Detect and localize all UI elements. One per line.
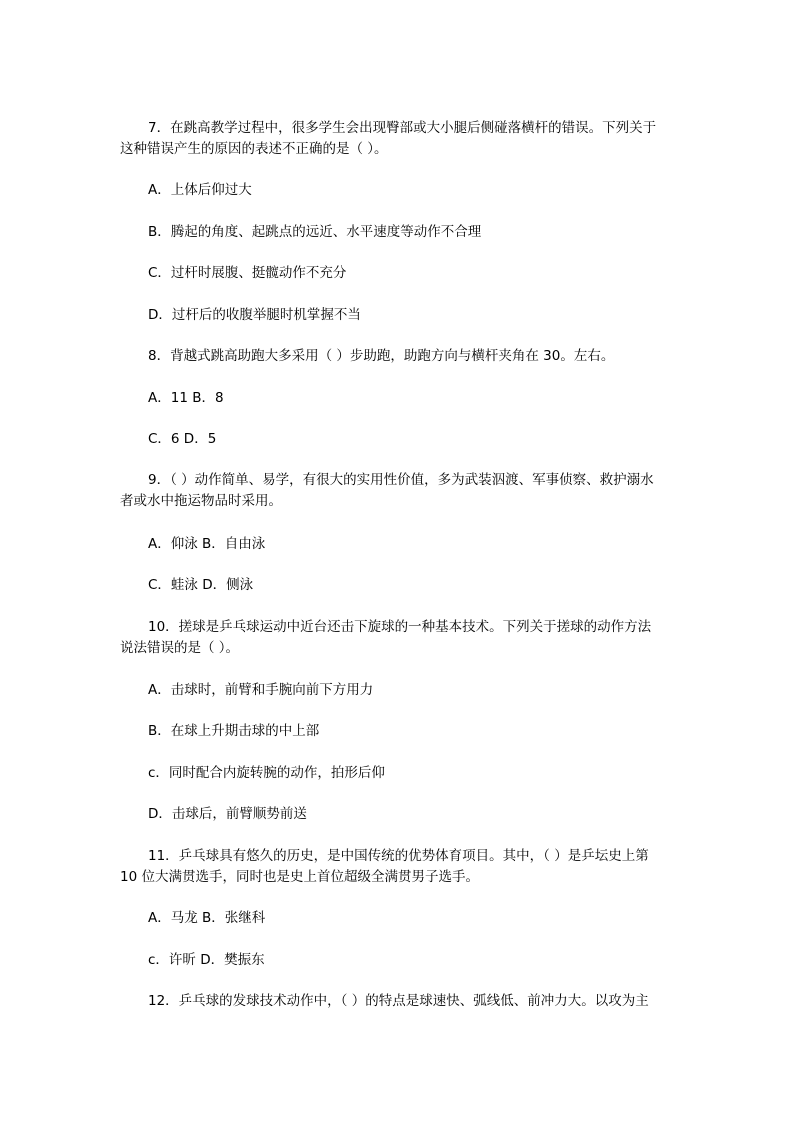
text-line: 说法错误的是（ ）。 — [120, 640, 240, 656]
text-line: D．击球后，前臂顺势前送 — [148, 806, 307, 822]
text-line: D．过杆后的收腹举腿时机掌握不当 — [148, 307, 361, 323]
paragraph — [120, 180, 680, 201]
text-line: 者或水中拖运物品时采用。 — [120, 493, 282, 509]
text-line: 11．乒乓球具有悠久的历史，是中国传统的优势体育项目。其中，（ ）是乒坛史上第 — [148, 848, 649, 864]
paragraph — [120, 470, 680, 512]
paragraph — [120, 575, 680, 596]
text-line: A．仰泳 B．自由泳 — [148, 536, 266, 552]
text-line: A．马龙 B．张继科 — [148, 910, 266, 926]
text-line: 10 位大满贯选手，同时也是史上首位超级全满贯男子选手。 — [120, 869, 479, 885]
paragraph — [120, 908, 680, 929]
text-line: 9．（ ）动作简单、易学，有很大的实用性价值，多为武装泅渡、军事侦察、救护溺水 — [148, 472, 654, 488]
paragraph — [120, 804, 680, 825]
text-line: 10．搓球是乒乓球运动中近台还击下旋球的一种基本技术。下列关于搓球的动作方法 — [148, 619, 652, 635]
text-line: A．击球时，前臂和手腕向前下方用力 — [148, 682, 374, 698]
text-line: A．上体后仰过大 — [148, 182, 252, 198]
text-line: C．过杆时展腹、挺髋动作不充分 — [148, 265, 347, 281]
text-line: 12．乒乓球的发球技术动作中，（ ）的特点是球速快、弧线低、前冲力大。以攻为主 — [148, 993, 649, 1009]
paragraph — [120, 721, 680, 742]
paragraph — [120, 680, 680, 701]
paragraph — [120, 950, 680, 971]
text-line: 7．在跳高教学过程中，很多学生会出现臀部或大小腿后侧碰落横杆的错误。下列关于 — [148, 120, 657, 136]
text-line: c．许昕 D．樊振东 — [148, 952, 265, 968]
paragraph — [120, 534, 680, 555]
text-line: B．腾起的角度、起跳点的远近、水平速度等动作不合理 — [148, 224, 482, 240]
paragraph — [120, 429, 680, 450]
text-line: B．在球上升期击球的中上部 — [148, 723, 320, 739]
paragraph — [120, 118, 680, 160]
paragraph — [120, 263, 680, 284]
paragraph — [120, 617, 680, 659]
paragraph — [120, 763, 680, 784]
paragraph — [120, 991, 680, 1012]
paragraph — [120, 388, 680, 409]
text-line: C．蛙泳 D．侧泳 — [148, 577, 254, 593]
paragraph — [120, 846, 680, 888]
text-line: A．11 B．8 — [148, 390, 224, 406]
text-line: 这种错误产生的原因的表述不正确的是（ ）。 — [120, 141, 388, 157]
text-line: 8．背越式跳高助跑大多采用（ ）步助跑，助跑方向与横杆夹角在 30。左右。 — [148, 348, 615, 364]
paragraph — [120, 222, 680, 243]
paragraph — [120, 346, 680, 367]
paragraph — [120, 305, 680, 326]
text-line: c．同时配合内旋转腕的动作，拍形后仰 — [148, 765, 385, 781]
text-line: C．6 D．5 — [148, 431, 217, 447]
